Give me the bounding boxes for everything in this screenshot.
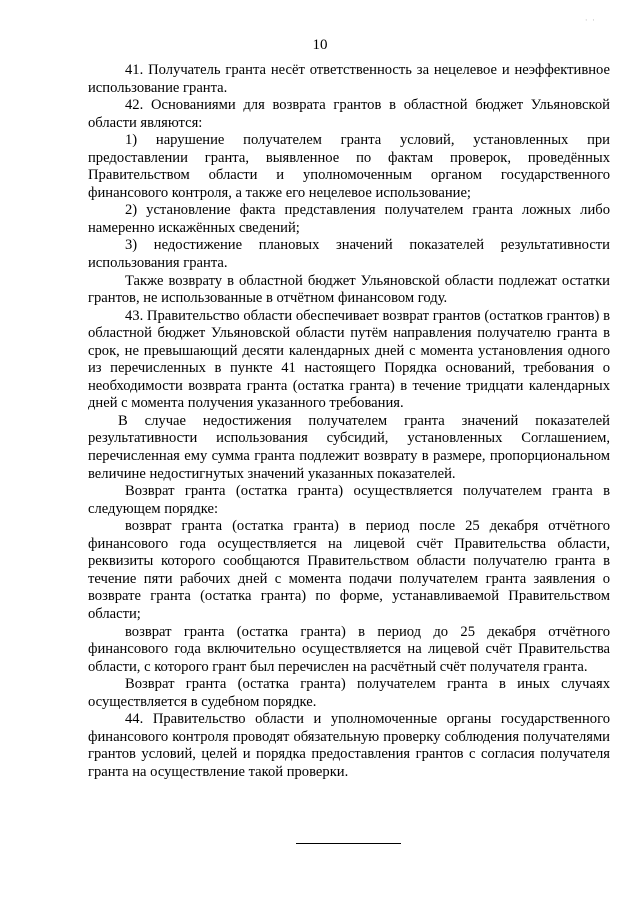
corner-mark: · · — [584, 15, 596, 25]
paragraph-41: 41. Получатель гранта несёт ответственность за нецелевое и неэффективное использование гранта. — [88, 62, 610, 96]
paragraph-42-item-2: 2) установление факта представления получателем гранта ложных либо намеренно искажённых сведений; — [88, 202, 610, 236]
document-body — [88, 62, 610, 781]
paragraph-43-judicial: Возврат гранта (остатка гранта) получателем гранта в иных случаях осуществляется в судебном порядке. — [88, 676, 610, 710]
paragraph-43-before-dec-25: возврат гранта (остатка гранта) в период до 25 декабря отчётного финансового года включительно осуществляется на лицевой счёт Правительства области, с которого грант был перечислен на расчётный счёт получателя гранта. — [88, 623, 610, 675]
paragraph-44: 44. Правительство области и уполномоченные органы государственного финансового контроля проводят обязательную проверку соблюдения получателями грантов условий, целей и порядка предоставления грантов с согласия получателя гранта на осуществление такой проверки. — [88, 711, 610, 780]
paragraph-42-item-3: 3) недостижение плановых значений показателей результативности использования гранта. — [88, 237, 610, 272]
paragraph-42-item-1: 1) нарушение получателем гранта условий, установленных при предоставлении гранта, выявленное по фактам проверок, проведённых Правительством области и уполномоченным органом государственного финансового контроля, а также его нецелевое использование; — [88, 132, 610, 201]
paragraph-43-after-dec-25: возврат гранта (остатка гранта) в период после 25 декабря отчётного финансового года осуществляется на лицевой счёт Правительства области, реквизиты которого сообщаются Правительством области получателю гранта в течение пяти рабочих дней с момента подачи получателем гранта заявления о возврате гранта (остатка гранта) по форме, устанавливаемой Правительством области; — [88, 518, 610, 622]
paragraph-43: 43. Правительство области обеспечивает возврат грантов (остатков грантов) в областной бюджет Ульяновской области путём направления получателю гранта в срок, не превышающий десяти календарных дней с момента установления одного из перечисленных в пункте 41 настоящего Порядка оснований, требования о необходимости возврата гранта (остатка гранта) в течение тридцати календарных дней с момента получения указанного требования. — [88, 307, 610, 412]
paragraph-42: 42. Основаниями для возврата грантов в областной бюджет Ульяновской области являются: — [88, 97, 610, 131]
paragraph-43-return-order: Возврат гранта (остатка гранта) осуществляется получателем гранта в следующем порядке: — [88, 483, 610, 517]
paragraph-43-shortfall: В случае недостижения получателем гранта значений показателей результативности использования субсидий, установленных Соглашением, перечисленная ему сумма гранта подлежит возврату в размере, пропорциональном величине недостигнутых значений указанных показателей. — [88, 412, 610, 482]
page-number: 10 — [312, 37, 328, 53]
end-of-text-line — [296, 843, 401, 844]
paragraph-42-remainder: Также возврату в областной бюджет Ульяновской области подлежат остатки грантов, не использованные в отчётном финансовом году. — [88, 272, 610, 307]
